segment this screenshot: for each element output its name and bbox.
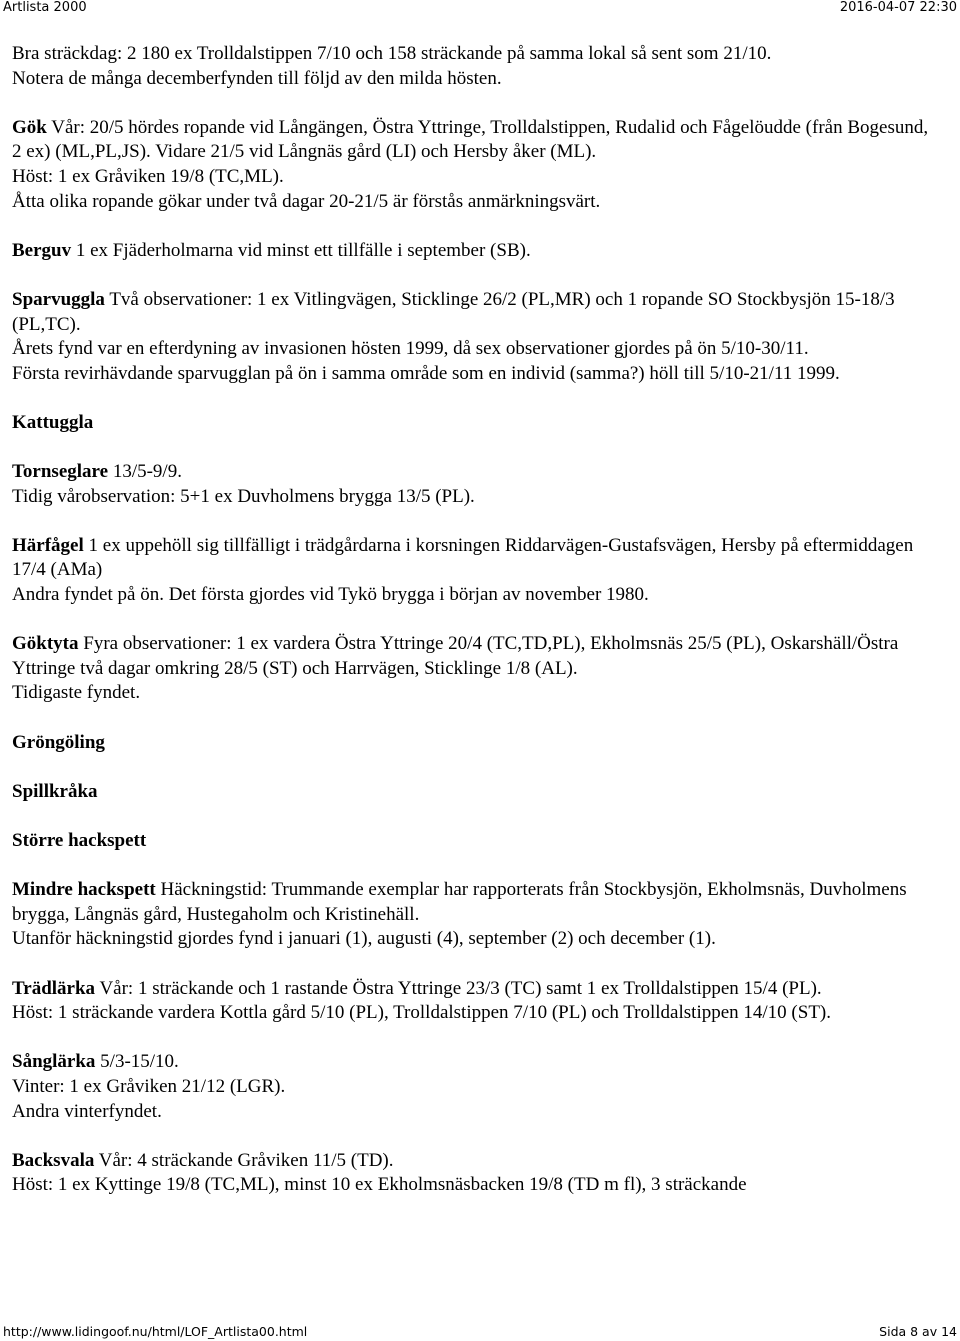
species-entry-berguv (12, 239, 942, 264)
text-line: Vinter: 1 ex Gråviken 21/12 (LGR). (12, 1075, 286, 1097)
species-name: Trädlärka (12, 977, 96, 999)
entry-text: Vår: 4 sträckande Gråviken 11/5 (TD). (94, 1149, 394, 1171)
print-datetime: 2016-04-07 22:30 (839, 0, 957, 15)
species-name: Berguv (12, 239, 72, 261)
source-url: http://www.lidingoof.nu/html/LOF_Artlista00.html (3, 1324, 308, 1339)
text-line: Höst: 1 sträckande vardera Kottla gård 5/10 (PL), Trolldalstippen 7/10 (PL) och Trolldalstippen 14/10 (ST). (12, 1002, 832, 1024)
species-entry-sparvuggla (12, 288, 942, 386)
text-line: Första revirhävdande sparvugglan på ön i samma område som en individ (samma?) höll till 5/10-21/11 1999. (12, 362, 840, 384)
text-line: Höst: 1 ex Kyttinge 19/8 (TC,ML), minst 10 ex Ekholmsnäsbacken 19/8 (TD m fl), 3 sträckande (12, 1174, 747, 1196)
page-header (0, 0, 960, 18)
text-line: Höst: 1 ex Gråviken 19/8 (TC,ML). (12, 165, 284, 187)
entry-text: Två observationer: 1 ex Vitlingvägen, Sticklinge 26/2 (PL,MR) och 1 ropande SO Stockbysjön 15-18/3 (PL,TC). (12, 288, 895, 335)
species-entry-tornseglare (12, 460, 942, 509)
species-name: Göktyta (12, 633, 79, 655)
species-name: Mindre hackspett (12, 879, 156, 901)
entry-text: 5/3-15/10. (95, 1051, 179, 1073)
text-line: Andra fyndet på ön. Det första gjordes vid Tykö brygga i början av november 1980. (12, 584, 649, 606)
document-body (12, 42, 942, 1223)
text-line: Utanför häckningstid gjordes fynd i januari (1), augusti (4), september (2) och december (1). (12, 928, 716, 950)
species-entry-mindre-hackspett (12, 878, 942, 952)
entry-text: 13/5-9/9. (108, 461, 182, 483)
text-line: Tidig vårobservation: 5+1 ex Duvholmens brygga 13/5 (PL). (12, 485, 475, 507)
species-name: Tornseglare (12, 461, 109, 483)
species-entry-sanglarka (12, 1050, 942, 1124)
species-entry-kattuggla (12, 411, 942, 436)
entry-text: Vår: 1 sträckande och 1 rastande Östra Yttringe 23/3 (TC) samt 1 ex Trolldalstippen 15/4 (PL). (95, 977, 822, 999)
text-line: Årets fynd var en efterdyning av invasionen hösten 1999, då sex observationer gjordes på ön 5/10-30/11. (12, 338, 809, 360)
text-line: Notera de många decemberfynden till följd av den milda hösten. (12, 67, 502, 89)
document-title: Artlista 2000 (3, 0, 87, 15)
species-entry-storre-hackspett (12, 829, 942, 854)
entry-text: 1 ex Fjäderholmarna vid minst ett tillfälle i september (SB). (71, 239, 531, 261)
species-entry-harfagel (12, 534, 942, 608)
species-entry-grongoling (12, 731, 942, 756)
text-line: Åtta olika ropande gökar under två dagar 20-21/5 är förstås anmärkningsvärt. (12, 190, 601, 212)
species-name: Spillkråka (12, 780, 98, 802)
species-entry-goktyta (12, 632, 942, 706)
species-entry-backsvala (12, 1149, 942, 1198)
species-entry-intro (12, 42, 942, 91)
species-name: Härfågel (12, 534, 84, 556)
species-name: Sparvuggla (12, 288, 105, 310)
species-entry-gok (12, 116, 942, 214)
species-name: Backsvala (12, 1149, 95, 1171)
page-number: Sida 8 av 14 (879, 1324, 957, 1339)
species-entry-spillkraka (12, 780, 942, 805)
entry-text: Fyra observationer: 1 ex vardera Östra Yttringe 20/4 (TC,TD,PL), Ekholmsnäs 25/5 (PL), Oskarshäll/Östra Yttringe två dagar omkring 28/5 (ST) och Harrvägen, Sticklinge 1/8 (AL). (12, 633, 899, 679)
species-name: Kattuggla (12, 411, 94, 433)
text-line: Tidigaste fyndet. (12, 682, 141, 704)
entry-text: Häckningstid: Trummande exemplar har rapporterats från Stockbysjön, Ekholmsnäs, Duvholmens brygga, Långnäs gård, Hustegaholm och Kristinehäll. (12, 879, 907, 925)
page-footer (0, 1324, 960, 1341)
text-line: Bra sträckdag: 2 180 ex Trolldalstippen 7/10 och 158 sträckande på samma lokal så sent som 21/10. (12, 43, 772, 64)
species-name: Gröngöling (12, 731, 105, 753)
species-entry-tradlarka (12, 977, 942, 1026)
text-line: Andra vinterfyndet. (12, 1100, 162, 1122)
species-name: Gök (12, 116, 47, 138)
species-name: Större hackspett (12, 830, 147, 851)
species-name: Sånglärka (12, 1051, 96, 1073)
entry-text: 1 ex uppehöll sig tillfälligt i trädgårdarna i korsningen Riddarvägen-Gustafsvägen, Hersby på eftermiddagen 17/4 (AMa) (12, 534, 914, 581)
entry-text: Vår: 20/5 hördes ropande vid Långängen, Östra Yttringe, Trolldalstippen, Rudalid och Fågelöudde (från Bogesund, 2 ex) (ML,PL,JS). Vidare 21/5 vid Långnäs gård (LI) och Hersby åker (ML). (12, 116, 929, 163)
